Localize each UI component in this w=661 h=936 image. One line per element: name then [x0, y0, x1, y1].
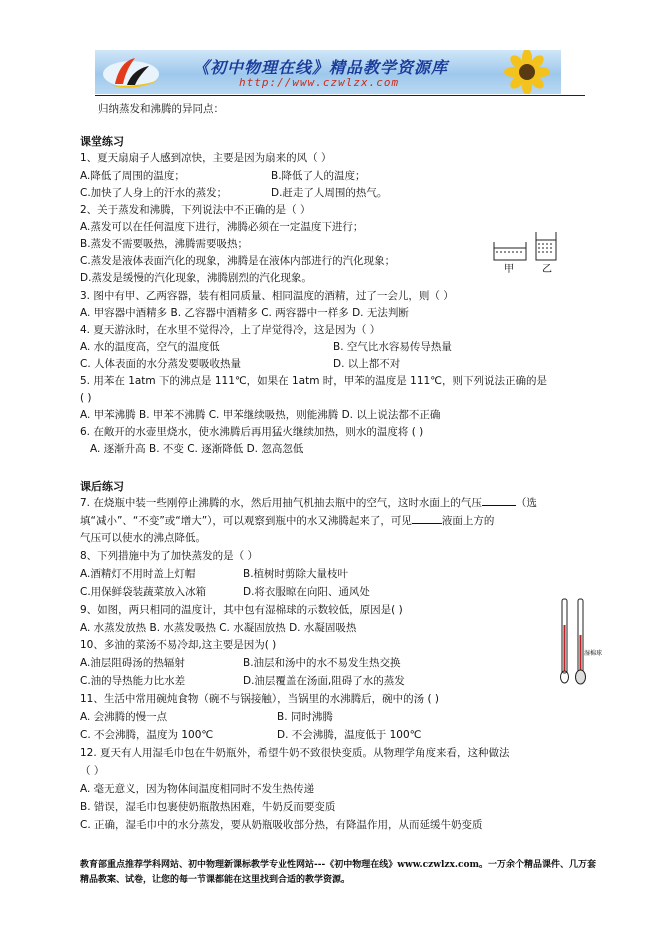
- q5-paren: ( ): [80, 392, 92, 404]
- q6-options: A. 逐渐升高 B. 不变 C. 逐渐降低 D. 忽高忽低: [90, 443, 304, 455]
- q7-line3: 气压可以使水的沸点降低。: [80, 532, 206, 544]
- q12-option-b: B. 错误，湿毛巾包裹使奶瓶散热困难，牛奶反而要变质: [80, 801, 336, 813]
- q11-option-c: C. 不会沸腾，温度为 100℃: [80, 729, 214, 741]
- q10-option-d: D.油层覆盖在汤面,阻碍了水的蒸发: [243, 675, 405, 687]
- q4-option-d: D. 以上都不对: [333, 358, 401, 370]
- header-rule: [95, 95, 585, 96]
- q1-option-a: A.降低了周围的温度；: [80, 170, 185, 182]
- q7-line1-end: （选: [515, 497, 537, 509]
- q9-options: A. 水蒸发放热 B. 水蒸发吸热 C. 水凝固放热 D. 水凝固吸热: [80, 622, 357, 634]
- q12-stem: 12. 夏天有人用湿毛巾包在牛奶瓶外，希望牛奶不致很快变质。从物理学角度来看，这种做法: [80, 747, 510, 759]
- q8-option-c: C.用保鲜袋装蔬菜放入冰箱: [80, 586, 207, 598]
- q7-line2-end: 液面上方的: [441, 515, 495, 527]
- q11-option-b: B. 同时沸腾: [277, 711, 333, 723]
- q4-option-b: B. 空气比水容易传导热量: [333, 341, 452, 353]
- q3-stem: 3. 图中有甲、乙两容器，装有相同质量、相同温度的酒精，过了一会儿，则（ ）: [80, 290, 454, 302]
- q7-blank-2[interactable]: [412, 513, 442, 524]
- q7-line1: [80, 495, 537, 510]
- q1-option-d: D.赶走了人周围的热气。: [271, 187, 388, 199]
- q12-option-a: A. 毫无意义，因为物体间温度相同时不发生热传递: [80, 783, 315, 795]
- q10-option-c: C.油的导热能力比水差: [80, 675, 186, 687]
- q2-stem: 2、关于蒸发和沸腾，下列说法中不正确的是（ ）: [80, 204, 311, 216]
- q5-stem: 5. 用苯在 1atm 下的沸点是 111℃，如果在 1atm 时，甲苯的温度是 111℃，则下列说法正确的是: [80, 375, 547, 387]
- q10-option-a: A.油层阻碍汤的热辐射: [80, 657, 185, 669]
- q1-stem: 1、夏天扇扇子人感到凉快，主要是因为扇来的风（ ）: [80, 152, 332, 164]
- q8-option-b: B.植树时剪除大量枝叶: [243, 568, 349, 580]
- q10-stem: 10、多油的菜汤不易冷却,这主要是因为( ): [80, 639, 277, 651]
- footer-note: 教育部重点推荐学科网站、初中物理新课标教学专业性网站---《初中物理在线》www.czwlzx.com。一万余个精品课件、几万套精品教案、试卷，让您的每一节课都能在这里找到合适的教学资源。: [80, 860, 597, 885]
- q8-option-d: D.将衣服晾在向阳、通风处: [243, 586, 370, 598]
- label-yi: 乙: [542, 264, 552, 274]
- q11-option-d: D. 不会沸腾，温度低于 100℃: [277, 729, 422, 741]
- q6-stem: 6. 在敞开的水壶里烧水，使水沸腾后再用猛火继续加热，则水的温度将 ( ): [80, 426, 424, 438]
- q4-option-a: A. 水的温度高，空气的温度低: [80, 341, 220, 353]
- q2-option-c: C.蒸发是液体表面汽化的现象，沸腾是在液体内部进行的汽化现象；: [80, 255, 396, 267]
- site-url[interactable]: http://www.czwlzx.com: [239, 76, 400, 89]
- q7-line2: [80, 513, 494, 528]
- q1-option-c: C.加快了人身上的汗水的蒸发；: [80, 187, 228, 199]
- q11-stem: 11、生活中常用碗炖食物（碗不与锅接触），当锅里的水沸腾后，碗中的汤 ( ): [80, 693, 439, 705]
- section-heading-after: 课后练习: [80, 480, 124, 493]
- q8-stem: 8、下列措施中为了加快蒸发的是（ ）: [80, 550, 259, 562]
- q10-option-b: B.油层和汤中的水不易发生热交换: [243, 657, 401, 669]
- q11-option-a: A. 会沸腾的慢一点: [80, 711, 168, 723]
- q1-option-b: B.降低了人的温度；: [271, 170, 366, 182]
- label-wet-ball: 湿棉球: [584, 650, 602, 657]
- q7-blank-1[interactable]: [482, 495, 516, 506]
- q2-option-d: D.蒸发是缓慢的汽化现象，沸腾剧烈的汽化现象。: [80, 272, 312, 284]
- q4-stem: 4. 夏天游泳时，在水里不觉得冷，上了岸觉得冷，这是因为（ ）: [80, 324, 381, 336]
- q9-stem: 9、如图，两只相同的温度计，其中包有湿棉球的示数较低，原因是( ): [80, 604, 403, 616]
- q8-option-a: A.酒精灯不用时盖上灯帽: [80, 568, 196, 580]
- label-jia: 甲: [504, 264, 514, 274]
- q5-options: A. 甲苯沸腾 B. 甲苯不沸腾 C. 甲苯继续吸热，则能沸腾 D. 以上说法都不正确: [80, 409, 441, 421]
- q12-paren: （ ）: [80, 765, 105, 777]
- section-heading-class: 课堂练习: [80, 135, 124, 148]
- sunflower-icon: [497, 50, 557, 94]
- q12-option-c: C. 正确，湿毛巾中的水分蒸发，要从奶瓶吸收部分热，有降温作用，从而延缓牛奶变质: [80, 819, 483, 831]
- logo-icon: [101, 54, 171, 90]
- q2-option-b: B.蒸发不需要吸热，沸腾需要吸热；: [80, 238, 249, 250]
- intro-text: 归纳蒸发和沸腾的异同点：: [98, 103, 224, 115]
- q4-option-c: C. 人体表面的水分蒸发要吸收热量: [80, 358, 242, 370]
- site-title: 《初中物理在线》精品教学资源库: [193, 58, 449, 77]
- q7-line1-text: 7. 在烧瓶中装一些刚停止沸腾的水，然后用抽气机抽去瓶中的空气，这时水面上的气压: [80, 497, 482, 509]
- containers-figure: [490, 228, 568, 274]
- q3-options: A. 甲容器中酒精多 B. 乙容器中酒精多 C. 两容器中一样多 D. 无法判断: [80, 307, 409, 319]
- thermometers-figure: [552, 595, 602, 690]
- q2-option-a: A.蒸发可以在任何温度下进行，沸腾必须在一定温度下进行；: [80, 221, 364, 233]
- q7-line2-text: 填“减小”、“不变”或“增大”），可以观察到瓶中的水又沸腾起来了，可见: [80, 515, 412, 527]
- header-banner: [95, 50, 561, 94]
